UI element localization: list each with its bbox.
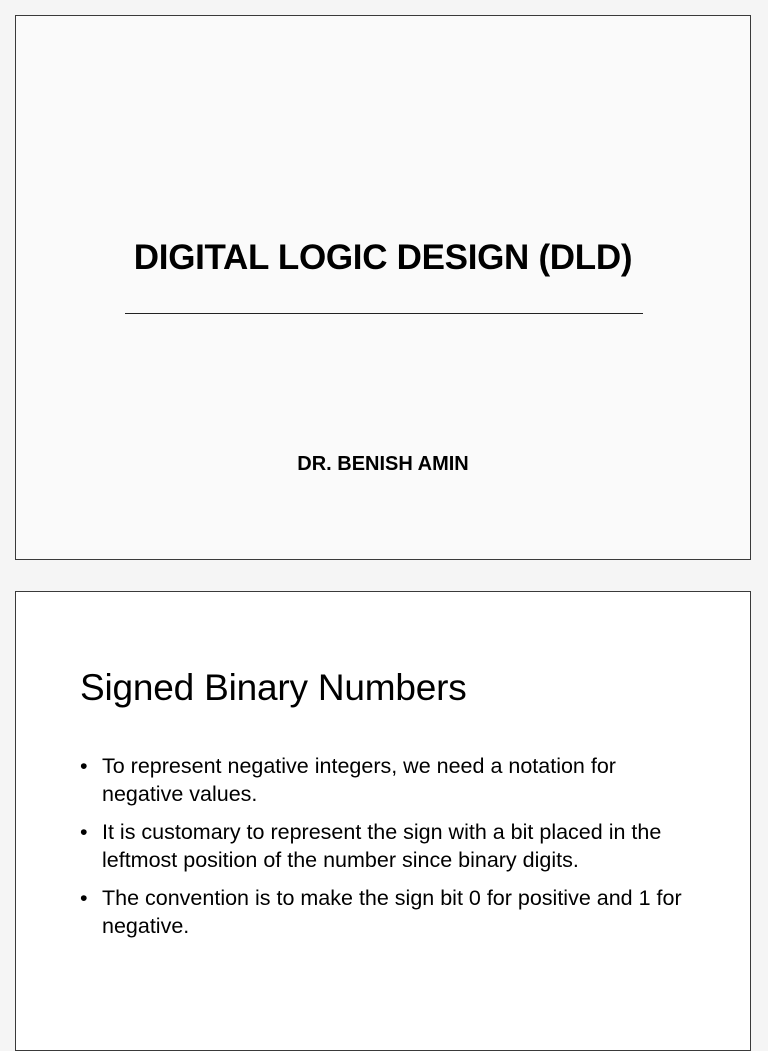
bullet-text: To represent negative integers, we need a notation for negative values. <box>102 754 616 806</box>
title-slide <box>15 15 751 560</box>
bullet-marker: • <box>80 886 88 910</box>
bullet-item <box>80 884 700 940</box>
bullet-item <box>80 752 700 808</box>
bullet-text: It is customary to represent the sign with a bit placed in the leftmost position of the number since binary digits. <box>102 820 662 872</box>
bullet-item <box>80 818 700 874</box>
bullet-marker: • <box>80 820 88 844</box>
author-name: DR. BENISH AMIN <box>297 453 469 475</box>
content-slide <box>15 591 751 1051</box>
bullet-text: The convention is to make the sign bit 0 for positive and 1 for negative. <box>102 886 682 938</box>
bullet-list <box>80 752 700 950</box>
slide-title: DIGITAL LOGIC DESIGN (DLD) <box>133 238 633 277</box>
bullet-marker: • <box>80 754 88 778</box>
slide-heading: Signed Binary Numbers <box>80 667 467 708</box>
title-divider <box>125 313 643 314</box>
